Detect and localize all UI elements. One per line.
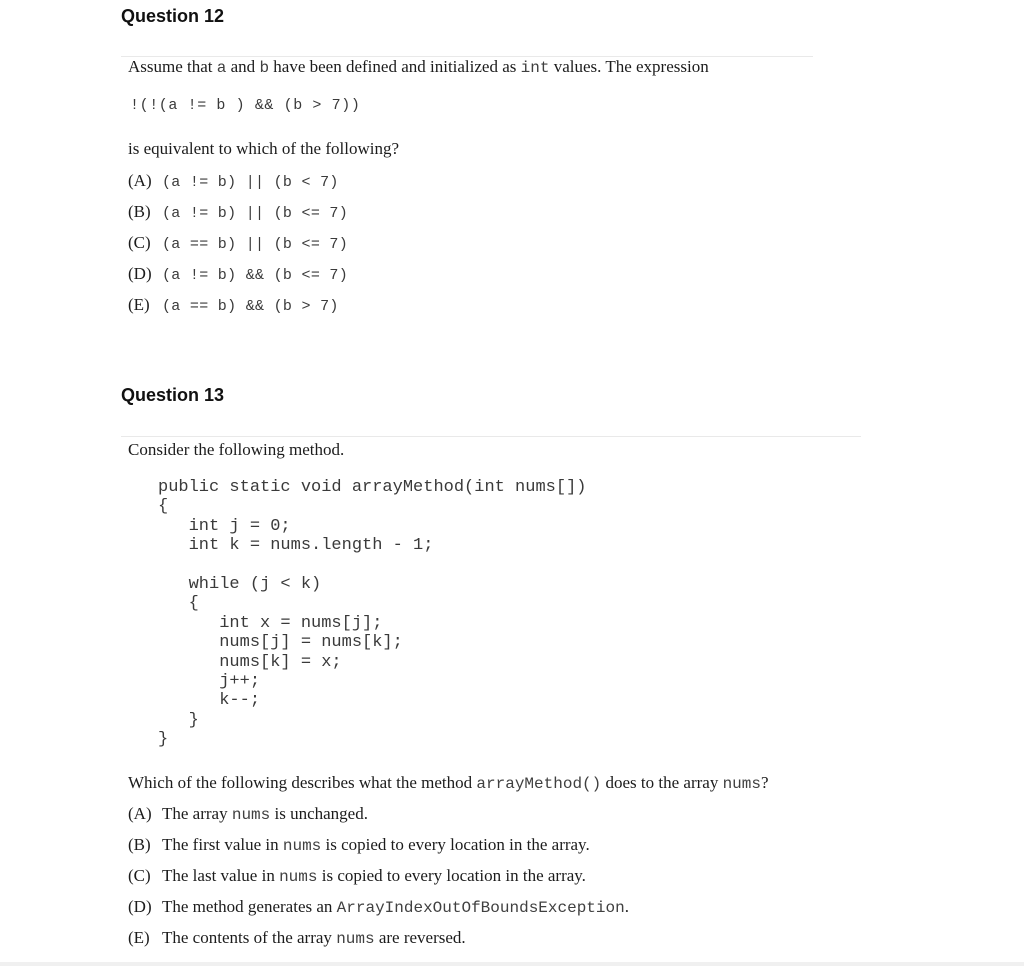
question-12-prompt: is equivalent to which of the following? (128, 139, 399, 158)
question-13-title: Question 13 (121, 385, 225, 405)
answer-option-e[interactable]: (E) (a == b) && (b > 7) (128, 295, 339, 315)
code-line: int j = 0; (158, 516, 291, 536)
question-13-intro: Consider the following method. (128, 440, 345, 459)
code-line: public static void arrayMethod(int nums[]) (158, 478, 587, 497)
question-13-prompt: Which of the following describes what the method arrayMethod() does to the array nums? (128, 773, 769, 793)
answer-option-c[interactable]: (C) The last value in nums is copied to every location in the array. (128, 866, 586, 886)
code-line: } (158, 710, 199, 730)
code-line: int x = nums[j]; (158, 613, 383, 633)
answer-option-a[interactable]: (A) (a != b) || (b < 7) (128, 171, 339, 191)
code-line: { (158, 594, 199, 614)
code-block (158, 478, 586, 750)
answer-option-c[interactable]: (C) (a == b) || (b <= 7) (128, 233, 349, 253)
divider (121, 436, 861, 437)
answer-option-d[interactable]: (D) (a != b) && (b <= 7) (128, 264, 349, 284)
code-line: nums[k] = x; (158, 652, 342, 672)
code-line: j++; (158, 672, 261, 692)
question-12-expression: !(!(a != b ) && (b > 7)) (130, 97, 361, 114)
code-line: k--; (158, 691, 261, 711)
code-line: int k = nums.length - 1; (158, 536, 434, 556)
code-line: } (158, 730, 169, 750)
code-line: nums[j] = nums[k]; (158, 633, 403, 653)
question-12-intro: Assume that a and b have been defined and initialized as int values. The expression (128, 57, 709, 77)
answer-option-e[interactable]: (E) The contents of the array nums are reversed. (128, 928, 466, 948)
code-line: { (158, 497, 169, 517)
answer-option-b[interactable]: (B) (a != b) || (b <= 7) (128, 202, 349, 222)
question-12-title: Question 12 (121, 6, 225, 26)
answer-option-b[interactable]: (B) The first value in nums is copied to every location in the array. (128, 835, 590, 855)
answer-option-a[interactable]: (A) The array nums is unchanged. (128, 804, 368, 824)
code-line: while (j < k) (158, 575, 322, 595)
answer-option-d[interactable]: (D) The method generates an ArrayIndexOutOfBoundsException. (128, 897, 629, 917)
page-bottom-edge (0, 962, 1024, 966)
